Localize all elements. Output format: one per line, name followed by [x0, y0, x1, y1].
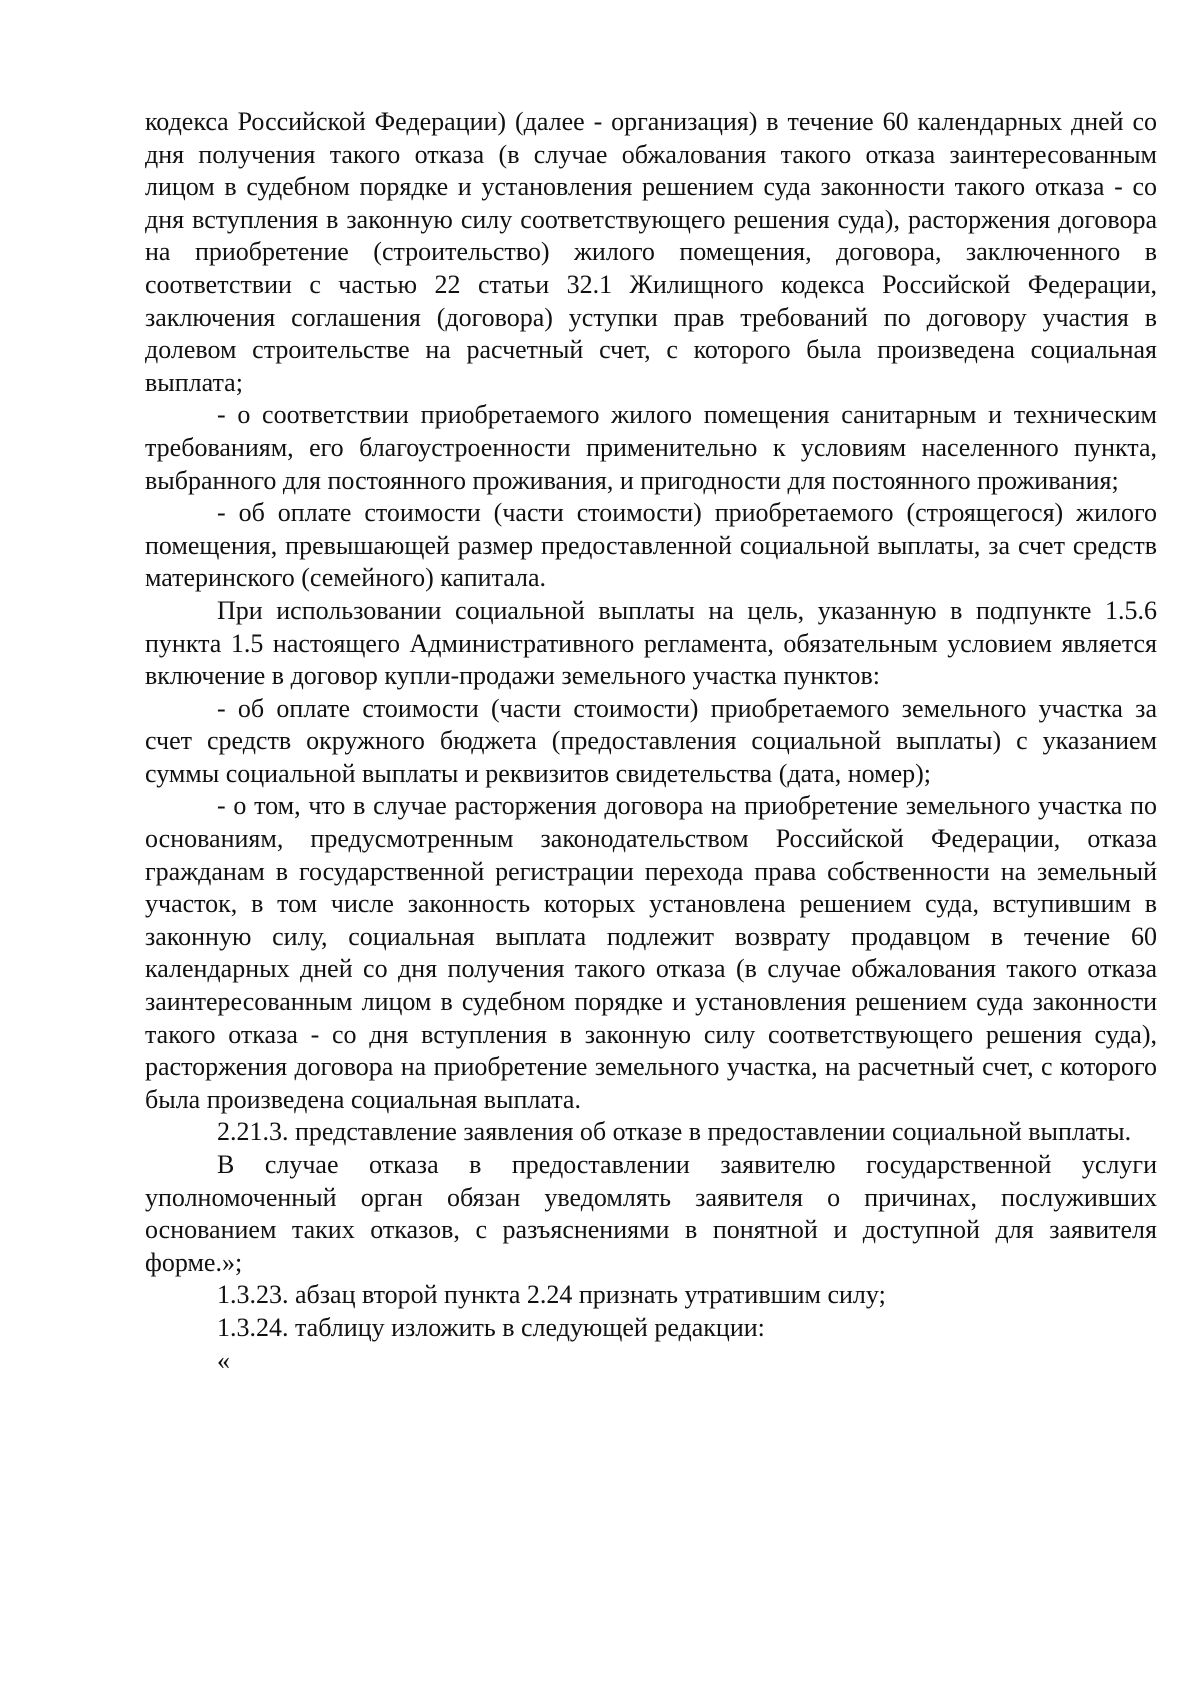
opening-quote: « — [217, 1345, 230, 1375]
paragraph-land-plot-payment: - об оплате стоимости (части стоимости) приобретаемого земельного участка за счет средств окружного бюджета (предоставления социальной выплаты) с указанием суммы социальной выплаты и реквизитов свидетельства (дата, номер); — [145, 693, 1157, 788]
paragraph-maternity-capital: - об оплате стоимости (части стоимости) приобретаемого (строящегося) жилого помещения, превышающей размер предоставленной социальной выплаты, за счет средств материнского (семейного) капитала. — [145, 498, 1157, 593]
paragraph-continuation: кодекса Российской Федерации) (далее - организация) в течение 60 календарных дней со дня получения такого отказа (в случае обжалования такого отказа заинтересованным лицом в судебном порядке и установления решением суда законности такого отказа - со дня вступления в законную силу соответствующего решения суда), расторжения договора на приобретение (строительство) жилого помещения, договора, заключенного в соответствии с частью 22 статьи 32.1 Жилищного кодекса Российской Федерации, заключения соглашения (договора) уступки прав требований по договору участия в долевом строительстве на расчетный счет, с которого была произведена социальная выплата; — [145, 107, 1157, 397]
paragraph-1-3-24: 1.3.24. таблицу изложить в следующей редакции: — [217, 1312, 765, 1342]
paragraph-refusal-notice: В случае отказа в предоставлении заявителю государственной услуги уполномоченный орган обязан уведомлять заявителя о причинах, послуживших основанием таких отказов, с разъяснениями в понятной и доступной для заявителя форме.»; — [145, 1150, 1157, 1277]
paragraph-contract-termination: - о том, что в случае расторжения договора на приобретение земельного участка по основаниям, предусмотренным законодательством Российской Федерации, отказа гражданам в государственной регистрации перехода права собственности на земельный участок, в том числе законность которых установлена решением суда, вступившим в законную силу, социальная выплата подлежит возврату продавцом в течение 60 календарных дней со дня получения такого отказа (в случае обжалования такого отказа заинтересованным лицом в судебном порядке и установления решением суда законности такого отказа - со дня вступления в законную силу соответствующего решения суда), расторжения договора на приобретение земельного участка, на расчетный счет, с которого была произведена социальная выплата. — [145, 791, 1157, 1114]
paragraph-land-plot-purpose: При использовании социальной выплаты на цель, указанную в подпункте 1.5.6 пункта 1.5 настоящего Административного регламента, обязательным условием является включение в договор купли-продажи земельного участка пунктов: — [145, 595, 1157, 691]
document-page — [145, 106, 1157, 1377]
paragraph-2-21-3: 2.21.3. представление заявления об отказе в предоставлении социальной выплаты. — [217, 1117, 1132, 1147]
paragraph-1-3-23: 1.3.23. абзац второй пункта 2.24 признать утратившим силу; — [217, 1280, 886, 1310]
paragraph-housing-requirements: - о соответствии приобретаемого жилого помещения санитарным и техническим требованиям, его благоустроенности применительно к условиям населенного пункта, выбранного для постоянного проживания, и пригодности для постоянного проживания; — [145, 400, 1157, 495]
